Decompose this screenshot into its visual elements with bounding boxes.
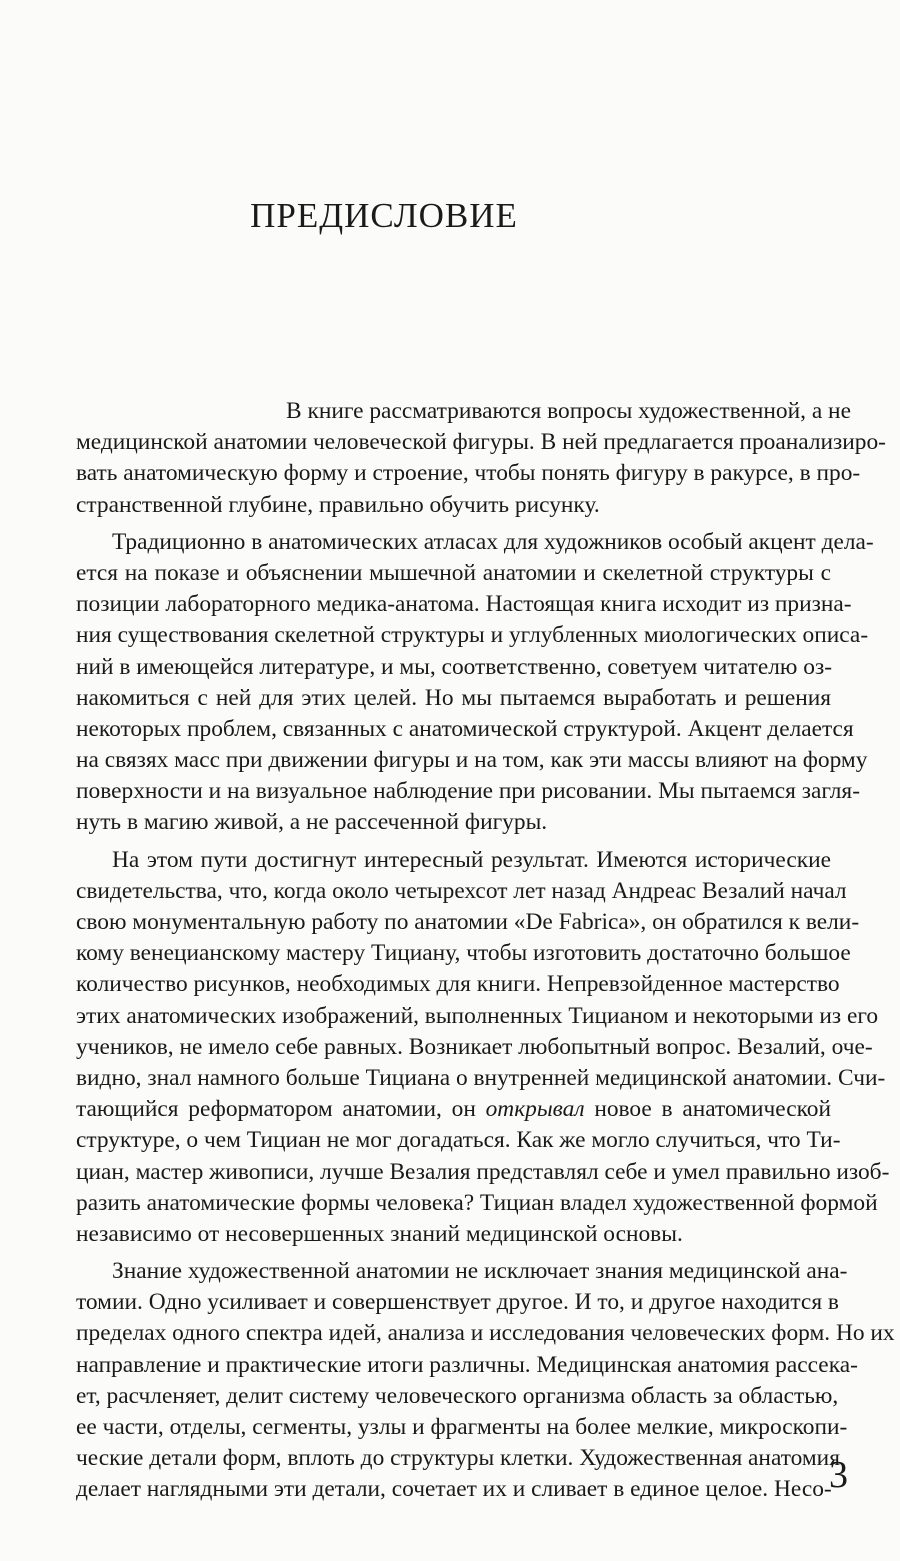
- text-line: свидетельства, что, когда около четырехсот лет назад Андреас Везалий начал: [76, 877, 847, 904]
- text-line: кому венецианскому мастеру Тициану, чтобы изготовить достаточно большое: [76, 940, 851, 967]
- text-line: направление и практические итоги различны. Медицинская анатомия рассека-: [76, 1351, 858, 1378]
- text-line: количество рисунков, необходимых для книги. Непревзойденное мастерство: [76, 971, 840, 998]
- text-line: ет, расчленяет, делит систему человеческого организма область за областью,: [76, 1382, 839, 1409]
- text-line: ния существования скелетной структуры и углубленных миологических описа-: [76, 622, 869, 649]
- text-line: ется на показе и объяснении мышечной анатомии и скелетной структуры с: [76, 559, 831, 586]
- text-line-with-italic: [76, 1094, 831, 1125]
- text-line: медицинской анатомии человеческой фигуры. В ней предлагается проанализиро-: [76, 429, 886, 456]
- text-line: томии. Одно усиливает и совершенствует другое. И то, и другое находится в: [76, 1289, 839, 1316]
- italic-word: открывал: [485, 1096, 585, 1123]
- text-line: видно, знал намного больше Тициана о внутренней медицинской анатомии. Счи-: [76, 1064, 886, 1091]
- text-fragment: тающийся реформатором анатомии, он: [76, 1096, 476, 1123]
- text-line: Традиционно в анатомических атласах для художников особый акцент дела-: [112, 528, 874, 555]
- text-line: ческие детали форм, вплоть до структуры клетки. Художественная анатомия: [76, 1445, 840, 1472]
- text-line: циан, мастер живописи, лучше Везалия представлял себе и умел правильно изоб-: [76, 1158, 890, 1185]
- text-line: позиции лабораторного медика-анатома. Настоящая книга исходит из призна-: [76, 591, 852, 618]
- text-line: накомиться с ней для этих целей. Но мы пытаемся выработать и решения: [76, 684, 831, 711]
- text-line: вать анатомическую форму и строение, чтобы понять фигуру в ракурсе, в про-: [76, 460, 861, 487]
- text-line: некоторых проблем, связанных с анатомической структурой. Акцент делается: [76, 715, 854, 742]
- text-line: независимо от несовершенных знаний медицинской основы.: [76, 1220, 683, 1247]
- text-line: нуть в магию живой, а не рассеченной фигуры.: [76, 809, 548, 836]
- text-line: ний в имеющейся литературе, и мы, соответственно, советуем читателю оз-: [76, 653, 832, 680]
- text-line: этих анатомических изображений, выполненных Тицианом и некоторыми из его: [76, 1002, 879, 1029]
- text-line: структуре, о чем Тициан не мог догадаться. Как же могло случиться, что Ти-: [76, 1127, 841, 1154]
- page-title: ПРЕДИСЛОВИЕ: [250, 196, 518, 235]
- text-line: пределах одного спектра идей, анализа и исследования человеческих форм. Но их: [76, 1320, 895, 1347]
- text-line: Знание художественной анатомии не исключает знания медицинской ана-: [112, 1258, 848, 1285]
- text-line: разить анатомические формы человека? Тициан владел художественной формой: [76, 1189, 878, 1216]
- body-text: [76, 396, 895, 1506]
- text-line: на связях масс при движении фигуры и на том, как эти массы влияют на форму: [76, 747, 868, 774]
- text-line: На этом пути достигнут интересный результат. Имеются исторические: [112, 846, 831, 873]
- text-line: ее части, отделы, сегменты, узлы и фрагменты на более мелкие, микроскопи-: [76, 1414, 848, 1440]
- text-line: странственной глубине, правильно обучить рисунку.: [76, 491, 600, 518]
- text-line: В книге рассматриваются вопросы художественной, а не: [286, 398, 851, 424]
- text-fragment: новое в анатомической: [594, 1096, 831, 1123]
- text-line: поверхности и на визуальное наблюдение при рисовании. Мы пытаемся загля-: [76, 778, 860, 805]
- text-line: делает наглядными эти детали, сочетает их и сливает в единое целое. Несо-: [76, 1476, 832, 1503]
- page-number: 3: [829, 1454, 848, 1496]
- text-line: учеников, не имело себе равных. Возникает любопытный вопрос. Везалий, оче-: [76, 1033, 873, 1060]
- text-line: свою монументальную работу по анатомии «De Fabrica», он обратился к вели-: [76, 909, 860, 935]
